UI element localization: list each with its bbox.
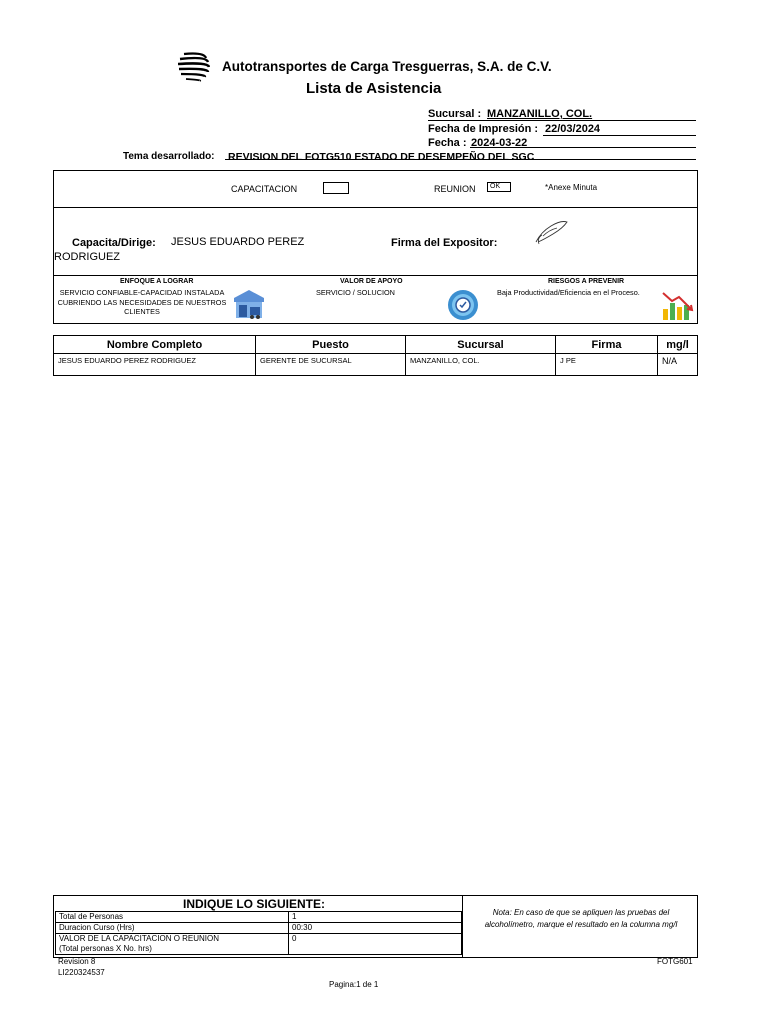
anexe-minuta: *Anexe Minuta: [545, 183, 598, 192]
table-row: [54, 354, 698, 376]
revision: Revision 8: [58, 957, 96, 966]
form-code: FOTG601: [657, 957, 693, 966]
col-mgl: mg/l: [658, 336, 698, 354]
summary-note: Nota: En caso de que se apliquen las pruebas del alcoholímetro, marque el resultado en la columna mg/l: [484, 908, 678, 929]
summary-table: [55, 911, 462, 955]
tema-label: Tema desarrollado:: [123, 151, 215, 162]
cell-sucursal: MANZANILLO, COL.: [406, 354, 556, 376]
page-number: Pagina:1 de 1: [329, 980, 379, 989]
summary-row: [56, 912, 462, 923]
summary-label: Duracion Curso (Hrs): [56, 923, 289, 934]
summary-value: 0: [289, 934, 462, 955]
capacita-name-line2: RODRIGUEZ: [54, 251, 120, 263]
col-puesto: Puesto: [256, 336, 406, 354]
sucursal-value: MANZANILLO, COL.: [487, 108, 593, 120]
tema-value: REVISION DEL FOTG510 ESTADO DE DESEMPEÑO DEL SGC: [228, 151, 535, 163]
sucursal-label: Sucursal :: [428, 108, 482, 120]
declining-chart-icon: [661, 289, 695, 321]
valor-text: SERVICIO / SOLUCION: [316, 288, 395, 297]
fecha-impresion-label: Fecha de Impresión :: [428, 123, 539, 135]
summary-label: Total de Personas: [56, 912, 289, 923]
summary-title: INDIQUE LO SIGUIENTE:: [183, 897, 326, 911]
cell-firma: J PE: [556, 354, 658, 376]
summary-row: [56, 923, 462, 934]
cell-puesto: GERENTE DE SUCURSAL: [256, 354, 406, 376]
enfoque-text: SERVICIO CONFIABLE-CAPACIDAD INSTALADA CUBRIENDO LAS NECESIDADES DE NUESTROS CLIENTES: [57, 288, 227, 316]
fecha-impresion-value: 22/03/2024: [545, 123, 601, 135]
capacita-name-line1: JESUS EDUARDO PEREZ: [171, 236, 305, 248]
cell-mgl: N/A: [658, 354, 698, 376]
fecha-label: Fecha :: [428, 137, 467, 149]
firma-expositor-label: Firma del Expositor:: [391, 237, 498, 249]
attendance-table: [53, 335, 698, 376]
col-sucursal: Sucursal: [406, 336, 556, 354]
riesgos-text: Baja Productividad/Eficiencia en el Proceso.: [497, 288, 640, 297]
col-firma: Firma: [556, 336, 658, 354]
warehouse-icon: [232, 288, 266, 320]
summary-value: 00:30: [289, 923, 462, 934]
capacitacion-checkbox[interactable]: [323, 182, 349, 194]
company-logo: [178, 50, 210, 82]
cell-nombre: JESUS EDUARDO PEREZ RODRIGUEZ: [54, 354, 256, 376]
valor-title: VALOR DE APOYO: [340, 278, 403, 285]
fecha-value: 2024-03-22: [471, 137, 528, 149]
document-code: LI220324537: [58, 968, 105, 977]
summary-value: 1: [289, 912, 462, 923]
summary-label-line2: (Total personas X No. hrs): [59, 944, 152, 953]
support-icon: [447, 289, 479, 321]
expositor-signature: [533, 218, 571, 246]
summary-label: [56, 934, 289, 955]
riesgos-title: RIESGOS A PREVENIR: [548, 278, 625, 285]
capacita-label: Capacita/Dirige:: [72, 237, 156, 249]
enfoque-title: ENFOQUE A LOGRAR: [120, 278, 194, 285]
capacitacion-label: CAPACITACION: [231, 184, 298, 194]
summary-row: [56, 934, 462, 955]
reunion-checkbox[interactable]: OK: [487, 182, 511, 192]
col-nombre: Nombre Completo: [54, 336, 256, 354]
company-name: Autotransportes de Carga Tresguerras, S.A. de C.V.: [222, 59, 552, 74]
page-title: Lista de Asistencia: [306, 80, 442, 97]
reunion-label: REUNION: [434, 184, 476, 194]
summary-label-line1: VALOR DE LA CAPACITACION O REUNION: [59, 934, 220, 943]
